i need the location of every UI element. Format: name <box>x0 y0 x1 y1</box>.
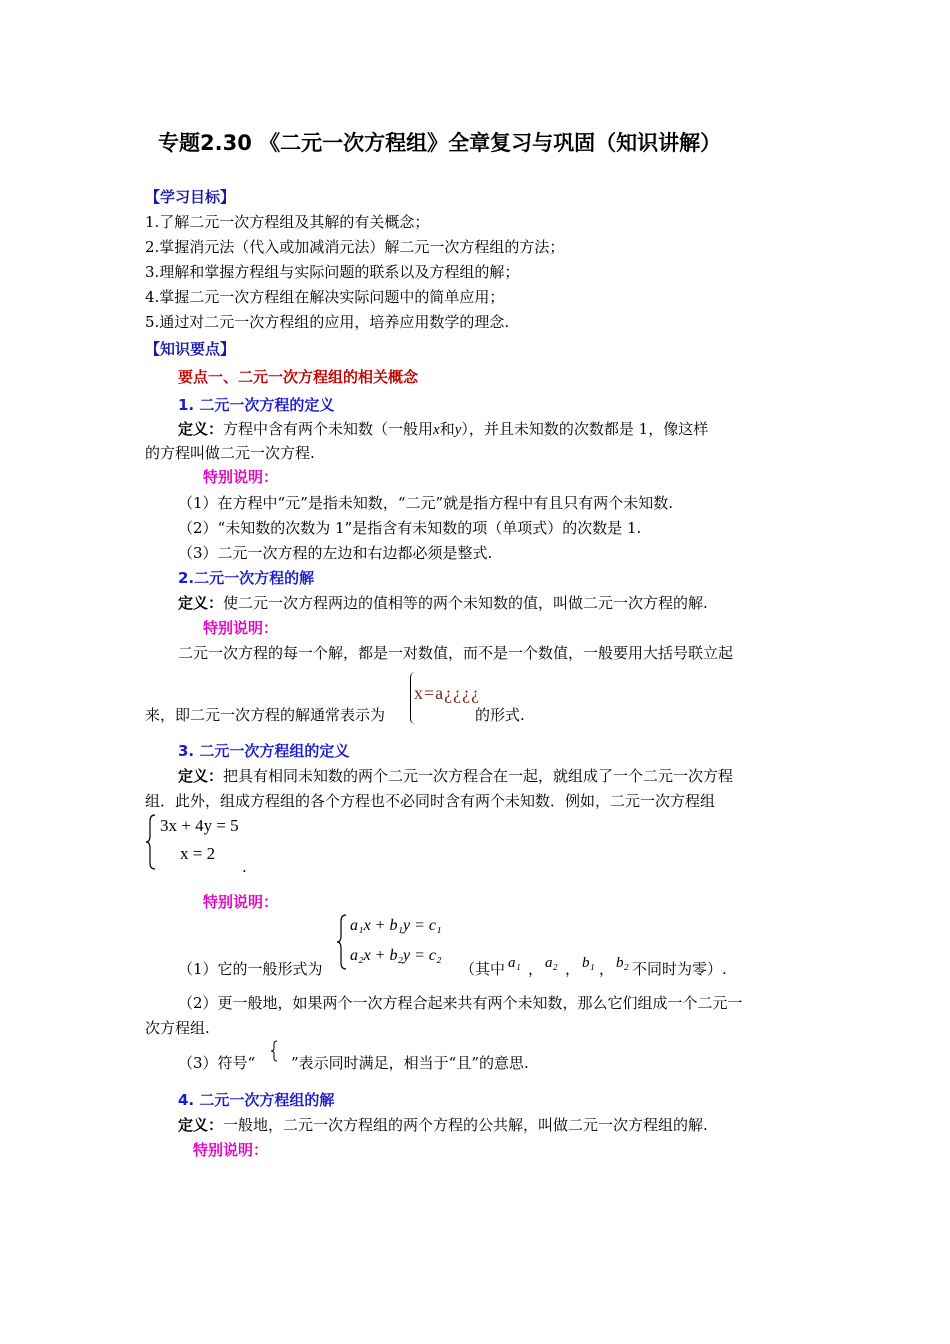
definition-text: 把具有相同未知数的两个二元一次方程合在一起，就组成了一个二元一次方程 <box>223 767 734 785</box>
knowledge-heading: 【知识要点】 <box>145 340 236 358</box>
section-1-note: （1）在方程中“元”是指未知数，“二元”就是指方程中有且只有两个未知数. <box>178 494 673 512</box>
point-one-heading: 要点一、二元一次方程组的相关概念 <box>178 368 419 386</box>
section-1-definition <box>178 418 708 441</box>
coef-a1: a₁ <box>508 955 521 971</box>
section-1-note-label: 特别说明： <box>203 468 279 486</box>
math-var-y: y <box>454 422 462 438</box>
section-2-text: 的形式. <box>475 706 525 724</box>
general-equation-2: a₂x + b₂y = c₂ <box>350 947 442 964</box>
comma: ， <box>528 960 544 978</box>
section-1-note: （2）“未知数的次数为 1”是指含有未知数的项（单项式）的次数是 1. <box>178 519 642 537</box>
math-var-x: x <box>433 422 440 438</box>
section-2-note-label: 特别说明： <box>203 619 279 637</box>
definition-label: 定义： <box>178 420 224 438</box>
broken-formula: x=a¿¿¿¿ <box>414 683 481 703</box>
period: . <box>242 858 247 876</box>
section-2-title: 2.二元一次方程的解 <box>178 569 315 587</box>
section-2-text: 二元一次方程的每一个解，都是一对数值，而不是一个数值，一般要用大括号联立起 <box>178 644 734 662</box>
equation-1: 3x + 4y = 5 <box>160 816 239 835</box>
objective-item: 3.理解和掌握方程组与实际问题的联系以及方程组的解； <box>145 263 520 281</box>
definition-text: ），并且未知数的次数都是 1，像这样 <box>461 420 709 438</box>
section-3-definition-cont: 组．此外，组成方程组的各个方程也不必同时含有两个未知数．例如，二元一次方程组 <box>145 792 716 810</box>
objective-item: 4.掌握二元一次方程组在解决实际问题中的简单应用； <box>145 288 505 306</box>
section-3-title: 3. 二元一次方程组的定义 <box>178 742 350 760</box>
section-2-text: 来，即二元一次方程的解通常表示为 <box>145 706 386 724</box>
general-form-text: （其中 <box>460 960 506 978</box>
coef-b1: b₁ <box>582 955 595 971</box>
section-1-title: 1. 二元一次方程的定义 <box>178 396 335 414</box>
brace-icon <box>337 914 349 970</box>
objective-item: 1.了解二元一次方程组及其解的有关概念； <box>145 213 430 231</box>
section-3-note-label: 特别说明： <box>203 893 279 911</box>
definition-label: 定义： <box>178 1116 224 1134</box>
comma: ， <box>599 960 615 978</box>
section-1-definition-cont: 的方程叫做二元一次方程. <box>145 444 315 462</box>
general-equation-1: a₁x + b₁y = c₁ <box>350 917 442 934</box>
general-form-text: （1）它的一般形式为 <box>178 960 323 978</box>
section-1-note: （3）二元一次方程的左边和右边都必须是整式. <box>178 544 493 562</box>
section-3-note: ”表示同时满足，相当于“且”的意思. <box>291 1054 529 1072</box>
section-4-title: 4. 二元一次方程组的解 <box>178 1091 335 1109</box>
coef-b2: b₂ <box>616 955 629 971</box>
objective-item: 2.掌握消元法（代入或加减消元法）解二元一次方程组的方法； <box>145 238 565 256</box>
objective-item: 5.通过对二元一次方程组的应用，培养应用数学的理念. <box>145 313 510 331</box>
definition-text: 一般地，二元一次方程组的两个方程的公共解，叫做二元一次方程组的解. <box>223 1116 708 1134</box>
section-3-note: （2）更一般地，如果两个一次方程合起来共有两个未知数，那么它们组成一个二元一 <box>178 994 743 1012</box>
section-4-note-label: 特别说明： <box>193 1141 269 1159</box>
section-3-note: （3）符号“ <box>178 1054 256 1072</box>
brace-icon <box>146 814 158 870</box>
definition-text: 和 <box>439 420 455 438</box>
page-title: 专题2.30 《二元一次方程组》全章复习与巩固（知识讲解） <box>158 131 722 155</box>
comma: ， <box>565 960 581 978</box>
small-brace-icon <box>270 1040 280 1062</box>
section-2-definition <box>178 592 708 614</box>
section-3-note: 次方程组. <box>145 1019 210 1037</box>
definition-text: 方程中含有两个未知数（一般用 <box>223 420 434 438</box>
section-4-definition <box>178 1114 708 1136</box>
objectives-heading: 【学习目标】 <box>145 188 236 206</box>
section-3-definition <box>178 765 733 787</box>
definition-label: 定义： <box>178 594 224 612</box>
definition-label: 定义： <box>178 767 224 785</box>
definition-text: 使二元一次方程两边的值相等的两个未知数的值，叫做二元一次方程的解. <box>223 594 708 612</box>
coef-a2: a₂ <box>545 955 558 971</box>
equation-2: x = 2 <box>180 844 216 863</box>
general-form-text: 不同时为零）. <box>632 960 727 978</box>
